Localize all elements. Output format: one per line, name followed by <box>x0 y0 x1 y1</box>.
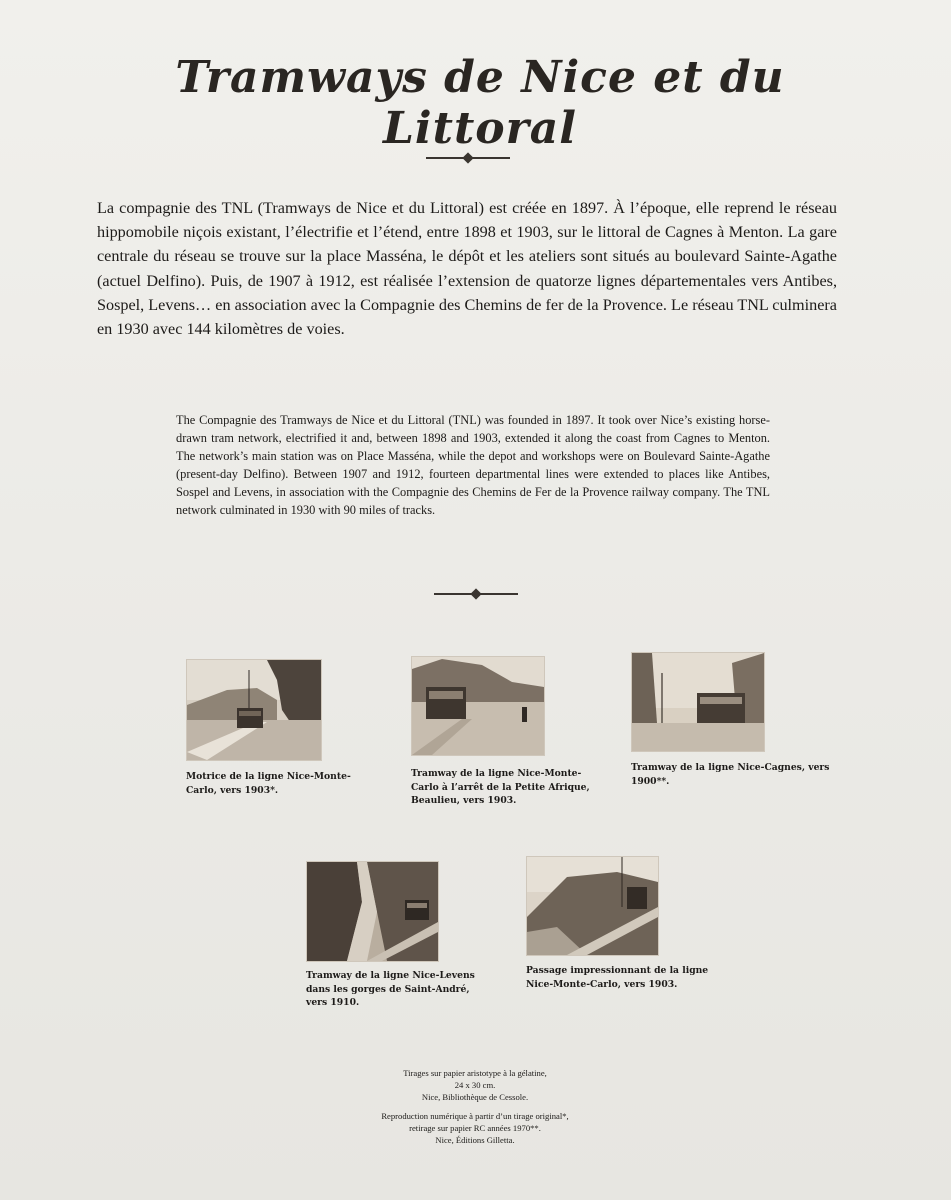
credits-line: Reproduction numérique à partir d’un tirage original*, <box>381 1111 569 1122</box>
photo-nice-cagnes <box>631 652 765 752</box>
photo-nice-levens-gorges <box>306 861 439 962</box>
photo-passage-nice-monte-carlo <box>526 856 659 956</box>
caption-photo-4: Tramway de la ligne Nice-Levens dans les gorges de Saint-André, vers 1910. <box>306 970 475 1008</box>
photo-petite-afrique-beaulieu <box>411 656 545 756</box>
caption-photo-5: Passage impressionnant de la ligne Nice-Monte-Carlo, vers 1903. <box>526 965 709 990</box>
section-ornament <box>434 593 518 595</box>
photo-motrice-nice-monte-carlo <box>186 659 322 761</box>
caption-photo-2: Tramway de la ligne Nice-Monte-Carlo à l’arrêt de la Petite Afrique, Beaulieu, vers 1903. <box>411 768 590 806</box>
caption-photo-3: Tramway de la ligne Nice-Cagnes, vers 1900**. <box>631 762 830 787</box>
panel-title: Tramways de Nice et du Littoral <box>175 52 785 154</box>
credits-line: Nice, Éditions Gilletta. <box>435 1134 515 1145</box>
credits-spacer <box>340 1103 610 1111</box>
intro-english: The Compagnie des Tramways de Nice et du Littoral (TNL) was founded in 1897. It took over Nice’s existing horse-drawn tram network, electrified it and, between 1898 and 1903, extended it along the coast from Cagnes to Menton. The network’s main station was on Place Masséna, while the depot and workshops were on Boulevard Sainte-Agathe (present-day Delfino). Between 1907 and 1912, fourteen departmental lines were extended to places like Antibes, Sospel and Levens, in association with the Compagnie des Chemins de Fer de la Provence railway company. The TNL network culminated in 1930 with 90 miles of tracks. <box>176 413 770 517</box>
intro-french: La compagnie des TNL (Tramways de Nice et du Littoral) est créée en 1897. À l’époque, elle reprend le réseau hippomobile niçois existant, l’électrifie et l’étend, entre 1898 et 1903, sur le littoral de Cagnes à Menton. La gare centrale du réseau se trouve sur la place Masséna, le dépôt et les ateliers sont situés au boulevard Sainte-Agathe (actuel Delfino). Puis, de 1907 à 1912, est réalisée l’extension de quatorze lignes départementales vers Antibes, Sospel, Levens… en association avec la Compagnie des Chemins de fer de la Provence. Le réseau TNL culminera en 1930 avec 144 kilomètres de voies. <box>97 199 837 339</box>
credits-line: Tirages sur papier aristotype à la gélatine, <box>403 1068 547 1078</box>
credits-line: 24 x 30 cm. <box>454 1079 496 1090</box>
credits-line: retirage sur papier RC années 1970**. <box>409 1123 541 1134</box>
credits-line: Nice, Bibliothèque de Cessole. <box>421 1091 529 1102</box>
credits-block <box>340 1068 610 1147</box>
caption-photo-1: Motrice de la ligne Nice-Monte-Carlo, vers 1903*. <box>186 771 351 796</box>
title-ornament <box>426 157 510 159</box>
